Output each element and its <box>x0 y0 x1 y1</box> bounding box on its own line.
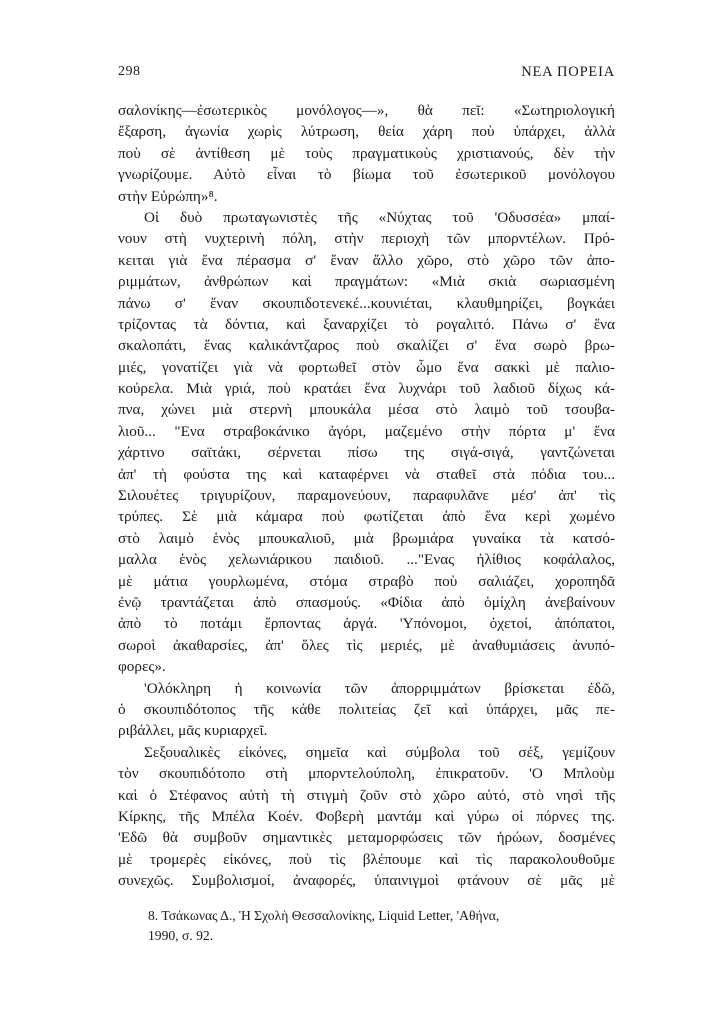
text-line: ἔξαρση, ἀγωνία χωρὶς λύτρωση, θεία χάρη ποὺ ὑπάρχει, ἀλλὰ <box>118 123 615 141</box>
text-line: στὸ λαιμὸ ἑνὸς μπουκαλιοῦ, μιὰ βρωμιάρα γυναίκα τὰ κατσό- <box>118 529 615 547</box>
text-line: χάρτινο σαϊτάκι, σέρνεται πίσω της σιγά-σιγά, γαντζώνεται <box>118 444 615 462</box>
text-line: λιοῦ... "Ενα στραβοκάνικο ἀγόρι, μαζεμένο στὴν πόρτα μ' ἕνα <box>118 422 615 440</box>
text-line: νουν στὴ νυχτερινὴ πόλη, στὴν περιοχὴ τῶν μπορντέλων. Πρό- <box>118 230 615 248</box>
body-text <box>118 100 615 891</box>
text-line: τρίζοντας τὰ δόντια, καὶ ξαναρχίζει τὸ ρογαλιτό. Πάνω σ' ἕνα <box>118 315 615 333</box>
text-line: μὲ τρομερὲς εἰκόνες, ποὺ τὶς βλέπουμε καὶ τὶς παρακολουθοῦμε <box>118 850 615 868</box>
text-line: γνωρίζουμε. Αὐτὸ εἶναι τὸ βίωμα τοῦ ἐσωτερικοῦ μονόλογου <box>118 166 615 184</box>
text-line: ἀπ' τὴ φούστα της καὶ καταφέρνει νὰ σταθεῖ στὰ πόδια του... <box>118 465 615 483</box>
text-line: ριμμάτων, ἀνθρώπων καὶ πραγμάτων: «Μιὰ σκιὰ σωριασμένη <box>118 273 615 291</box>
text-line: κειται γιὰ ἕνα πέρασμα σ' ἕναν ἄλλο χῶρο, στὸ χῶρο τῶν ἀπο- <box>118 251 615 269</box>
footnote-line: 1990, σ. 92. <box>148 927 214 943</box>
text-line: Κίρκης, τῆς Μπέλα Κοέν. Φοβερὴ μαντάμ καὶ γύρω οἱ πόρνες της. <box>118 807 615 825</box>
text-line: Οἱ δυὸ πρωταγωνιστὲς τῆς «Νύχτας τοῦ 'Οδυσσέα» μπαί- <box>144 208 615 226</box>
text-line: καὶ ὁ Στέφανος αὐτὴ τὴ στιγμὴ ζοῦν στὸ χῶρο αὐτό, στὸ νησὶ τῆς <box>118 786 615 804</box>
text-line: σκαλοπάτι, ἕνας καλικάντζαρος ποὺ σκαλίζει σ' ἕνα σωρὸ βρω- <box>118 337 615 355</box>
text-line: πάνω σ' ἕναν σκουπιδοτενεκέ...κουνιέται, κλαυθμηρίζει, βογκάει <box>118 294 615 312</box>
running-head: ΝΕΑ ΠΟΡΕΙΑ <box>521 64 615 80</box>
text-line: μαλλα ἑνὸς χελωνιάρικου παιδιοῦ. ..."Ενας ἠλίθιος κοφάλαλος, <box>118 551 615 569</box>
text-line: ἀπὸ τὸ ποτάμι ἕρποντας ἀργά. 'Υπόνομοι, ὀχετοί, ἀπόπατοι, <box>118 615 615 633</box>
text-line: κούρελα. Μιὰ γριά, ποὺ κρατάει ἕνα λυχνάρι τοῦ λαδιοῦ δίχως κά- <box>118 380 615 398</box>
text-line: ριβάλλει, μᾶς κυριαρχεῖ. <box>118 722 268 740</box>
footnote-line: 8. Τσάκωνας Δ., Ἡ Σχολὴ Θεσσαλονίκης, Liquid Letter, 'Αθήνα, <box>148 908 500 923</box>
text-line: 'Ολόκληρη ἡ κοινωνία τῶν ἀπορριμμάτων βρίσκεται ἐδῶ, <box>144 679 615 697</box>
text-line: ὁ σκουπιδότοπος τῆς κάθε πολιτείας ζεῖ καὶ ὑπάρχει, μᾶς πε- <box>118 700 615 718</box>
text-line: σαλονίκης—ἐσωτερικὸς μονόλογος—», θὰ πεῖ: «Σωτηριολογική <box>118 102 615 119</box>
text-line: 'Εδῶ θὰ συμβοῦν σημαντικὲς μεταμορφώσεις τῶν ἡρώων, δοσμένες <box>118 829 615 847</box>
text-line: φορες». <box>118 658 166 676</box>
text-line: ποὺ σὲ ἀντίθεση μὲ τοὺς πραγματικοὺς χριστιανούς, δὲν τὴν <box>118 144 615 162</box>
text-line: τρύπες. Σὲ μιὰ κάμαρα ποὺ φωτίζεται ἀπὸ ἕνα κερὶ χωμένο <box>118 508 615 526</box>
page-number: 298 <box>118 64 141 79</box>
text-line: πνα, χώνει μιὰ στερνὴ μπουκάλα μέσα στὸ λαιμὸ τοῦ τσουβα- <box>118 401 615 419</box>
text-line: Σεξουαλικὲς εἰκόνες, σημεῖα καὶ σύμβολα τοῦ σέξ, γεμίζουν <box>144 743 615 761</box>
text-line: μιές, γονατίζει γιὰ νὰ φορτωθεῖ στὸν ὦμο ἕνα σακκὶ μὲ παλιο- <box>118 358 615 376</box>
text-line: ἐνῷ τραντάζεται ἀπὸ σπασμούς. «Φίδια ἀπὸ ὁμίχλη ἀνεβαίνουν <box>118 593 615 611</box>
text-line: Σιλουέτες τριγυρίζουν, παραμονεύουν, παραφυλᾶνε μέσ' ἀπ' τὶς <box>118 487 615 505</box>
footnote <box>148 906 618 945</box>
text-line: τὸν σκουπιδότοπο στὴ μπορντελούπολη, ἐπικρατοῦν. 'Ο Μπλοὺμ <box>118 765 615 783</box>
text-line: συνεχῶς. Συμβολισμοί, ἀναφορές, ὑπαινιγμοὶ φτάνουν σὲ μᾶς μὲ <box>118 872 615 890</box>
text-line: σωροὶ ἀκαθαρσίες, ἀπ' ὅλες τὶς μεριές, μὲ ἀναθυμιάσεις ἀνυπό- <box>118 636 615 654</box>
text-line: στὴν Εὐρώπη»⁸. <box>118 187 218 205</box>
page-header <box>118 64 615 86</box>
text-line: μὲ μάτια γουρλωμένα, στόμα στραβὸ ποὺ σαλιάζει, χοροπηδᾶ <box>118 572 615 590</box>
